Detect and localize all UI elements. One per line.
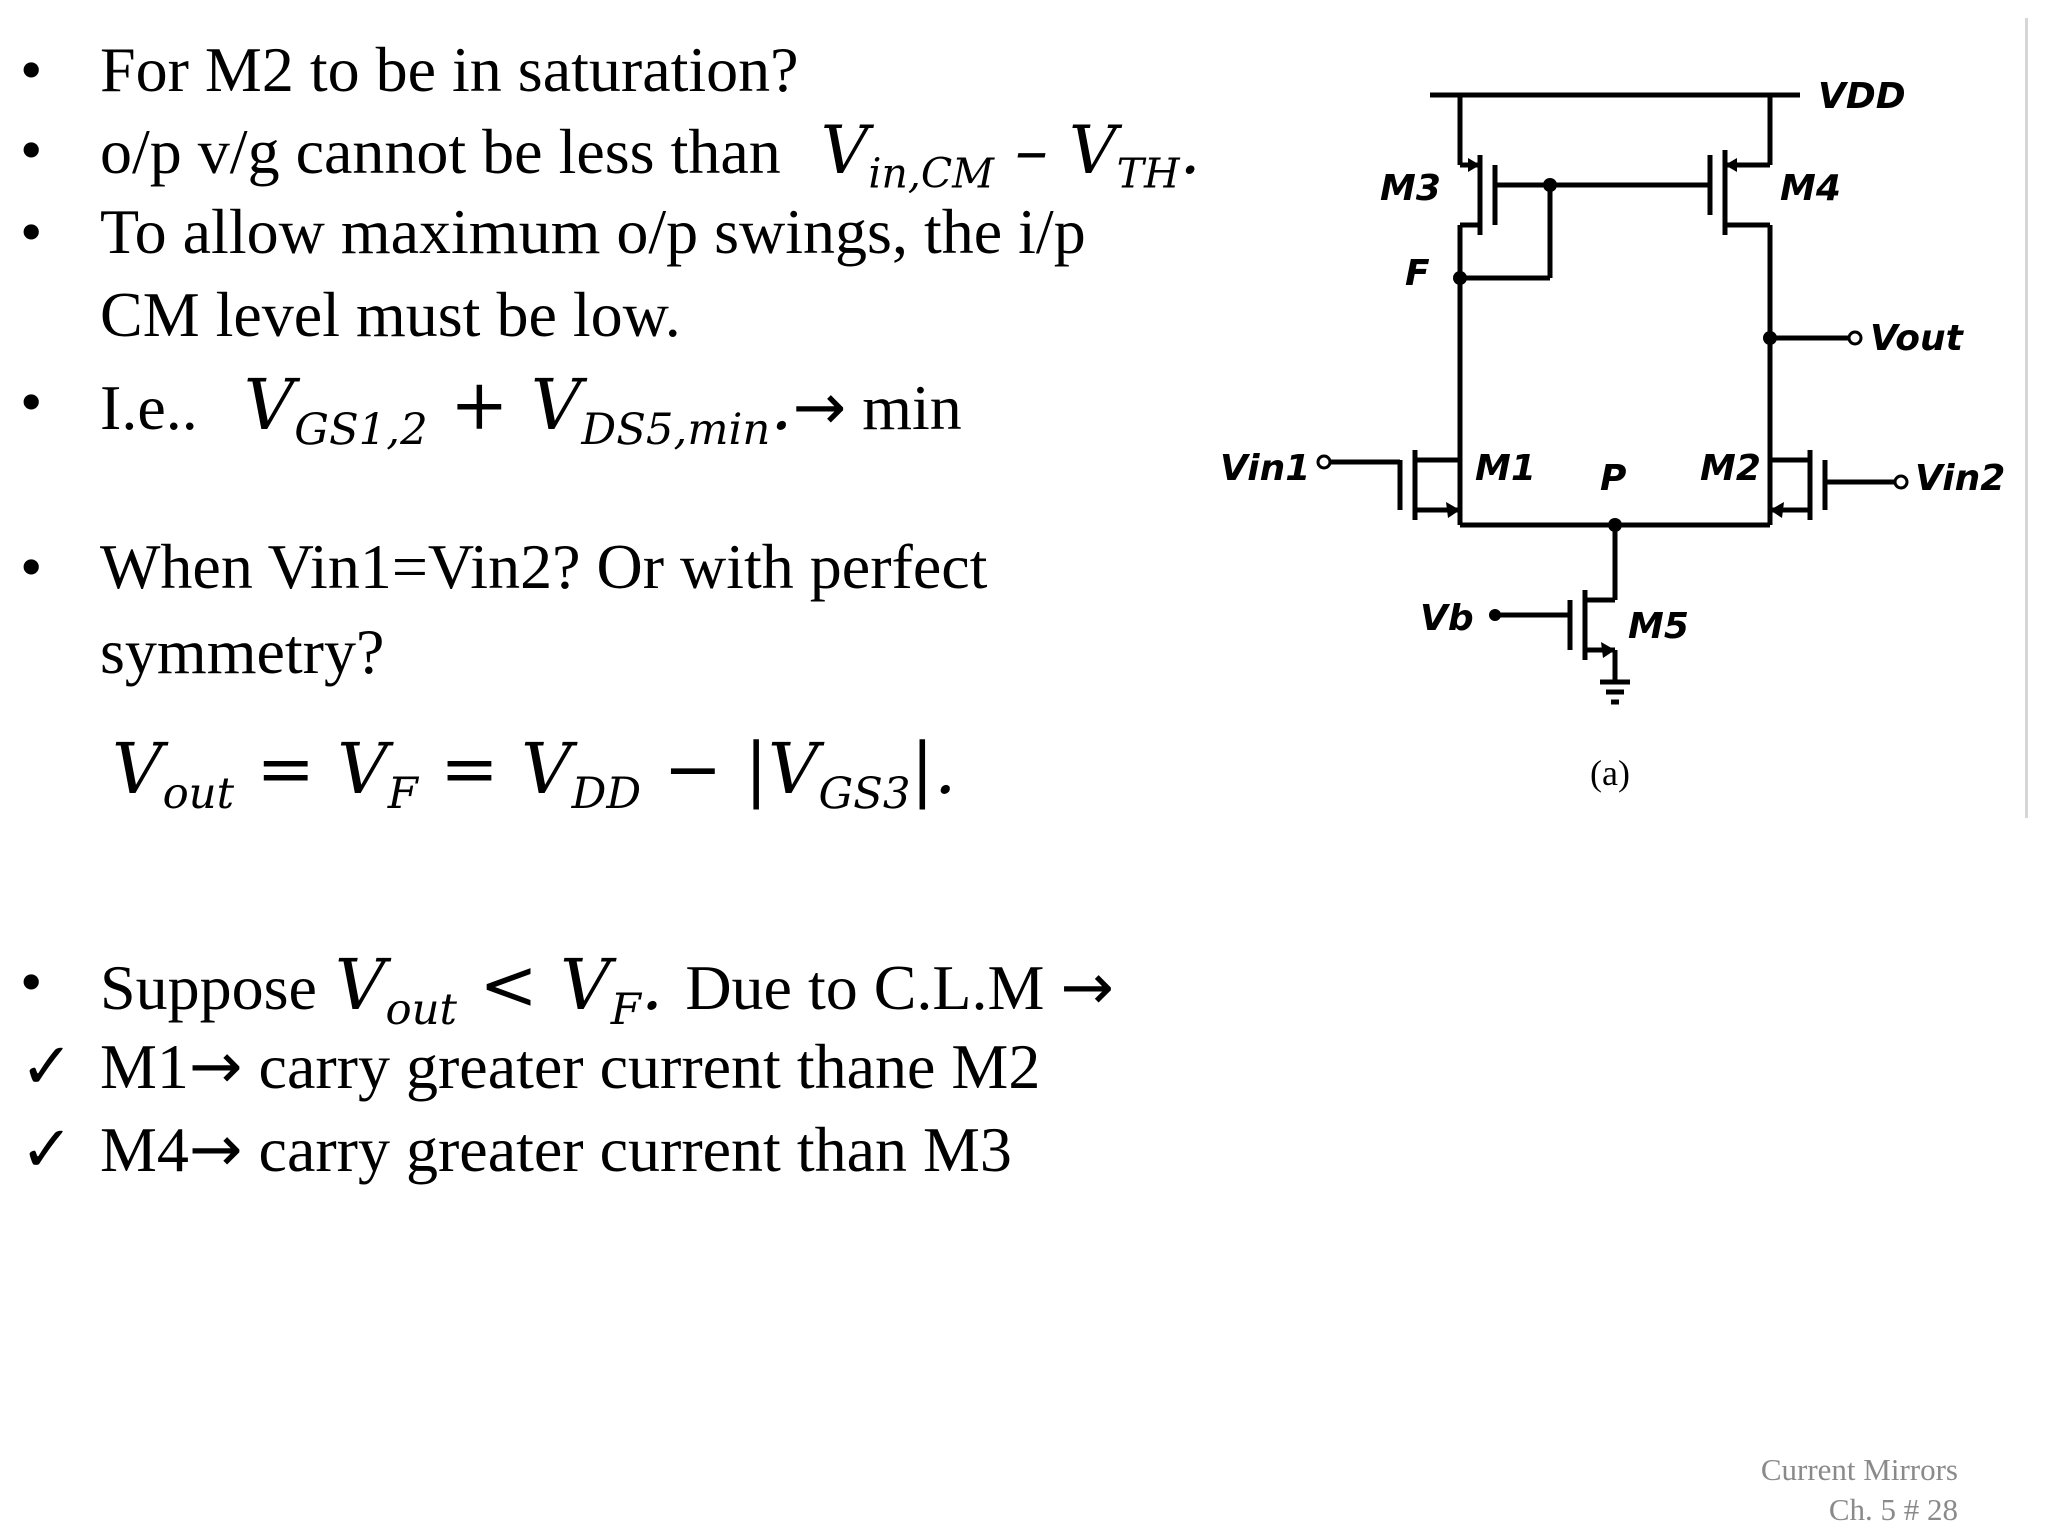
math-equals: = [234, 728, 338, 810]
node-f-dot [1453, 271, 1467, 285]
check-text [100, 1030, 1041, 1104]
bullet-text-plain: I.e.. [100, 372, 198, 443]
bullet-text: CM level must be low. [100, 279, 681, 350]
bullet-text [100, 364, 962, 456]
check-text-plain: carry greater current than M3 [242, 1114, 1012, 1185]
math-v: V [337, 728, 388, 810]
bullet-text [100, 944, 1115, 1036]
math-sub-gs12: GS1,2 [294, 405, 428, 456]
differential-pair-circuit-diagram [1220, 40, 2010, 800]
math-v: V [112, 728, 163, 810]
bullet-marker: • [20, 114, 43, 185]
footer-title: Current Mirrors [1760, 1452, 1958, 1487]
footer-page-number: Ch. 5 # 28 [1828, 1492, 1958, 1527]
math-abs-close: |. [910, 728, 957, 810]
node-vout-dot [1763, 331, 1777, 345]
label-m2: M2 [1700, 448, 1761, 489]
bullet-text: To allow maximum o/p swings, the i/p [100, 196, 1086, 267]
node-p-dot [1608, 518, 1622, 532]
equation-vout-vf-vdd [112, 728, 956, 819]
arrow-icon: → [792, 371, 847, 445]
check-text-plain: carry greater current thane M2 [242, 1031, 1041, 1102]
math-v: V [334, 944, 386, 1026]
math-equals: = [417, 728, 522, 810]
bullet-marker: • [20, 946, 43, 1017]
math-period: . [770, 364, 793, 446]
math-v: V [521, 728, 572, 810]
bullet-marker: • [20, 196, 43, 267]
circuit-caption: (a) [1590, 753, 1630, 793]
math-sub-th: TH [1116, 149, 1180, 198]
check-text [100, 1113, 1012, 1187]
math-v: V [243, 364, 295, 446]
bullet-text-plain: min [846, 372, 962, 443]
math-lt-v: < V [456, 944, 611, 1026]
math-sub-dd: DD [571, 769, 642, 820]
bullet-text-plain: o/p v/g cannot be less than [100, 116, 781, 187]
math-sub-in-cm: in,CM [868, 149, 995, 198]
label-vb: Vb [1420, 598, 1474, 639]
vin1-terminal [1318, 456, 1330, 468]
math-vgs-plus-vds [243, 364, 793, 456]
math-sub-out: out [162, 769, 235, 820]
math-v: V [820, 112, 869, 189]
label-vin2: Vin2 [1915, 458, 2006, 499]
label-f: F [1405, 253, 1430, 294]
arrow-icon: → [188, 1030, 243, 1104]
node-dot [1543, 178, 1557, 192]
check-text-plain: M1 [100, 1031, 189, 1102]
label-vdd: VDD [1818, 76, 1906, 117]
bullet-text: symmetry? [100, 616, 385, 687]
math-vout-lt-vf [334, 944, 686, 1036]
bullet-text-plain: Suppose [100, 952, 317, 1023]
bullet-text-plain: Due to C.L.M [685, 952, 1061, 1023]
bullet-text [100, 112, 1201, 198]
math-vin-cm-minus-vth [820, 112, 1201, 198]
label-m1: M1 [1475, 448, 1536, 489]
label-vout: Vout [1870, 318, 1963, 359]
bullet-marker: • [20, 34, 43, 105]
math-sub-ds5min: DS5,min [581, 405, 771, 456]
vertical-divider [2025, 18, 2028, 818]
bullet-text: When Vin1=Vin2? Or with perfect [100, 531, 988, 602]
vb-terminal-dot [1489, 609, 1501, 621]
label-p: P [1600, 458, 1627, 499]
arrow-icon: → [188, 1113, 243, 1187]
math-sub-gs3: GS3 [818, 769, 911, 820]
arrow-icon: → [1060, 951, 1115, 1025]
math-minus-v: – V [994, 112, 1117, 189]
bullet-marker: • [20, 366, 43, 437]
math-sub-f: F [610, 985, 641, 1036]
vin2-terminal [1895, 476, 1907, 488]
math-plus-v: + V [427, 364, 582, 446]
check-text-plain: M4 [100, 1114, 189, 1185]
math-sub-out: out [385, 985, 457, 1036]
math-period: . [1179, 112, 1201, 189]
label-m4: M4 [1780, 168, 1841, 209]
vout-terminal [1849, 332, 1861, 344]
math-period: . [640, 944, 686, 1026]
bullet-text: For M2 to be in saturation? [100, 34, 799, 105]
label-m5: M5 [1628, 606, 1689, 647]
check-icon: ✓ [20, 1031, 74, 1102]
math-sub-f: F [387, 769, 418, 820]
label-m3: M3 [1380, 168, 1441, 209]
math-minus-abs-v: − |V [641, 728, 819, 810]
check-icon: ✓ [20, 1114, 74, 1185]
bullet-marker: • [20, 531, 43, 602]
label-vin1: Vin1 [1220, 448, 1311, 489]
